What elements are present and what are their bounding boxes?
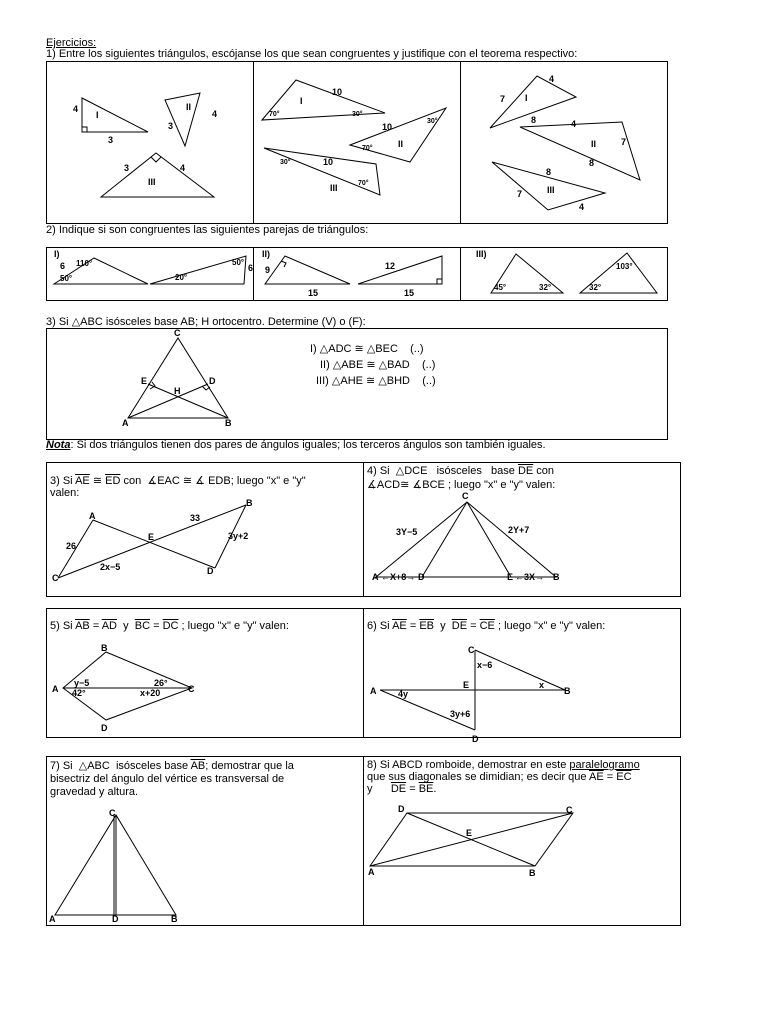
svg-text:12: 12 [385,261,396,271]
svg-text:6: 6 [60,261,66,271]
svg-text:I: I [300,96,303,106]
svg-text:C: C [188,684,195,694]
page-title: Ejercicios: [46,37,97,49]
svg-text:I): I) [54,249,60,259]
svg-text:II: II [398,139,404,149]
svg-text:x+20: x+20 [140,688,161,698]
svg-text:20°: 20° [175,273,188,282]
svg-text:D: D [207,566,214,576]
svg-text:26: 26 [66,541,77,551]
svg-text:6: 6 [248,263,254,273]
svg-text:E: E [463,680,470,690]
svg-text:4: 4 [549,74,555,84]
svg-text:26°: 26° [154,678,168,688]
svg-text:D: D [472,734,479,744]
svg-text:D: D [418,572,425,582]
svg-text:D: D [209,376,216,386]
svg-text:A: A [52,684,59,694]
svg-text:B: B [564,686,571,696]
svg-text:8: 8 [589,158,595,168]
svg-text:III): III) [476,249,487,259]
ex7-line3: gravedad y altura. [50,786,139,798]
svg-text:A: A [368,867,375,877]
svg-text:C: C [566,805,573,815]
svg-text:A: A [89,511,96,521]
svg-text:103°: 103° [616,262,633,271]
svg-text:4: 4 [571,119,577,129]
ex2-triangle-d [358,256,442,284]
ex4-line1: 4) Si △DCE isósceles base $\overline{DE}$ con [367,465,555,477]
exercise-2-text: 2) Indique si son congruentes las siguientes parejas de triángulos: [46,224,369,236]
svg-text:3y+2: 3y+2 [228,531,249,541]
svg-text:4: 4 [212,109,218,119]
svg-text:I: I [96,110,99,120]
ex5-line: 5) Si $\overline{AB} = \overline{AD}$ y $\overline{BC} = \overline{DC}$ ; luego "x" e "y" valen: [50,620,289,632]
svg-text:B: B [246,498,253,508]
svg-text:C: C [109,808,116,818]
ex4-triangle [376,502,556,577]
svg-text:II: II [186,102,192,112]
nota-label: Nota [46,439,71,451]
svg-text:A: A [49,914,56,924]
ex1-triangle-iii-2 [264,148,380,195]
ex1-triangle-i [82,98,148,132]
svg-text:10: 10 [382,122,393,132]
ex3-pre: 3) Si [46,316,69,328]
svg-text:E: E [466,828,473,838]
svg-text:30°: 30° [280,159,291,166]
svg-text:4: 4 [180,163,186,173]
svg-text:15: 15 [308,288,319,298]
svg-text:E: E [148,532,155,542]
svg-text:30°: 30° [427,118,438,125]
svg-text:←X+8→: ←X+8→ [381,572,416,582]
ex3b-line1: 3) Si $\overline{AE}$ ≅ $\overline{ED}$ con ∡EAC ≅ ∡ EDB; luego "x" e "y" [50,475,306,487]
svg-text:III: III [547,185,555,195]
svg-text:C: C [462,491,469,501]
ex1-triangle-ii [165,93,200,146]
ex6-line: 6) Si $\overline{AE} = \overline{EB}$ y $\overline{DE} = \overline{CE}$ ; luego "x" e "y" valen: [367,620,606,632]
ex3-item-1: I) △ADC ≅ △BEC (..) [310,343,424,355]
triangle-icon: △ [71,316,81,328]
svg-text:D: D [101,723,108,733]
svg-text:4y: 4y [398,689,409,699]
svg-text:8: 8 [531,115,537,125]
svg-text:3y+6: 3y+6 [450,709,471,719]
ex8-line3: y $\overline{DE} = \overline{BE}$. [367,783,437,795]
svg-text:II): II) [262,249,270,259]
svg-text:x: x [539,680,545,690]
svg-text:H: H [174,386,181,396]
ex7-line2: bisectriz del ángulo del vértice es transversal de [50,773,285,785]
svg-text:10: 10 [323,157,334,167]
svg-text:70°: 70° [269,111,280,118]
ex3-text: ABC isósceles base AB; H ortocentro. Determine (V) o (F): [80,316,366,328]
exercise-1-text: 1) Entre los siguientes triángulos, escójanse los que sean congruentes y justifique con el teorema respectivo: [46,48,578,60]
svg-text:A: A [372,572,379,582]
svg-text:C: C [174,328,181,338]
svg-text:2Y+7: 2Y+7 [508,525,530,535]
svg-text:50°: 50° [60,274,73,283]
ex8-line1: 8) Si ABCD romboide, demostrar en este paralelogramo [367,759,640,771]
svg-text:30°: 30° [352,111,363,118]
svg-text:←3X→: ←3X→ [515,572,545,582]
svg-text:33: 33 [190,513,201,523]
svg-text:50°: 50° [232,258,245,267]
svg-text:110°: 110° [76,259,93,268]
svg-text:C: C [52,573,59,583]
svg-text:15: 15 [404,288,415,298]
svg-text:E: E [141,376,148,386]
svg-text:E: E [507,572,514,582]
ex1-l: 4 [73,104,79,114]
svg-text:B: B [101,643,108,653]
svg-text:3Y−5: 3Y−5 [396,527,418,537]
svg-text:D: D [398,804,405,814]
ex3b-line2: valen: [50,487,80,499]
svg-text:70°: 70° [358,180,369,187]
svg-text:D: D [112,914,119,924]
svg-text:45°: 45° [494,283,507,292]
svg-text:70°: 70° [362,145,373,152]
ex2-triangle-c [265,256,350,284]
svg-text:32°: 32° [539,283,552,292]
svg-text:9: 9 [265,265,271,275]
svg-text:C: C [468,645,475,655]
svg-text:4: 4 [579,202,585,212]
svg-text:III: III [148,177,156,187]
svg-text:42°: 42° [72,688,86,698]
svg-text:B: B [171,914,178,924]
svg-text:x−6: x−6 [477,660,493,670]
svg-text:III: III [330,183,338,193]
svg-text:7: 7 [517,189,523,199]
svg-text:A: A [122,418,129,428]
svg-text:3: 3 [124,163,130,173]
svg-text:7: 7 [621,137,627,147]
svg-text:3: 3 [168,121,174,131]
ex4-line2: ∡ACD≅ ∡BCE ; luego "x" e "y" valen: [367,479,556,491]
ex1-triangle-ii-2 [350,108,446,162]
svg-text:32°: 32° [589,283,602,292]
svg-text:I: I [525,93,528,103]
ex1-triangle-i-2 [262,80,385,120]
svg-text:2x−5: 2x−5 [100,562,121,572]
ex3-item-3: III) △AHE ≅ △BHD (..) [316,375,436,387]
svg-text:A: A [370,686,377,696]
ex1-triangle-ii-3 [520,122,640,180]
ex1-triangle-iii [101,153,214,197]
svg-text:10: 10 [332,87,343,97]
nota-text: : Si dos triángulos tienen dos pares de ángulos iguales; los terceros ángulos son también iguales. [70,439,546,451]
svg-text:8: 8 [546,167,552,177]
ex8-line2: que sus diagonales se dimidian; es decir que $\overline{AE} = \overline{EC}$ [367,771,632,783]
svg-text:7: 7 [500,94,506,104]
svg-text:y−5: y−5 [74,678,90,688]
ex7-line1: 7) Si △ABC isósceles base $\overline{AB}$; demostrar que la [50,760,294,772]
svg-text:B: B [225,418,232,428]
svg-text:3: 3 [108,135,114,145]
svg-text:II: II [591,139,597,149]
svg-text:B: B [529,868,536,878]
ex3-item-2: II) △ABE ≅ △BAD (..) [320,359,436,371]
svg-text:B: B [553,572,560,582]
